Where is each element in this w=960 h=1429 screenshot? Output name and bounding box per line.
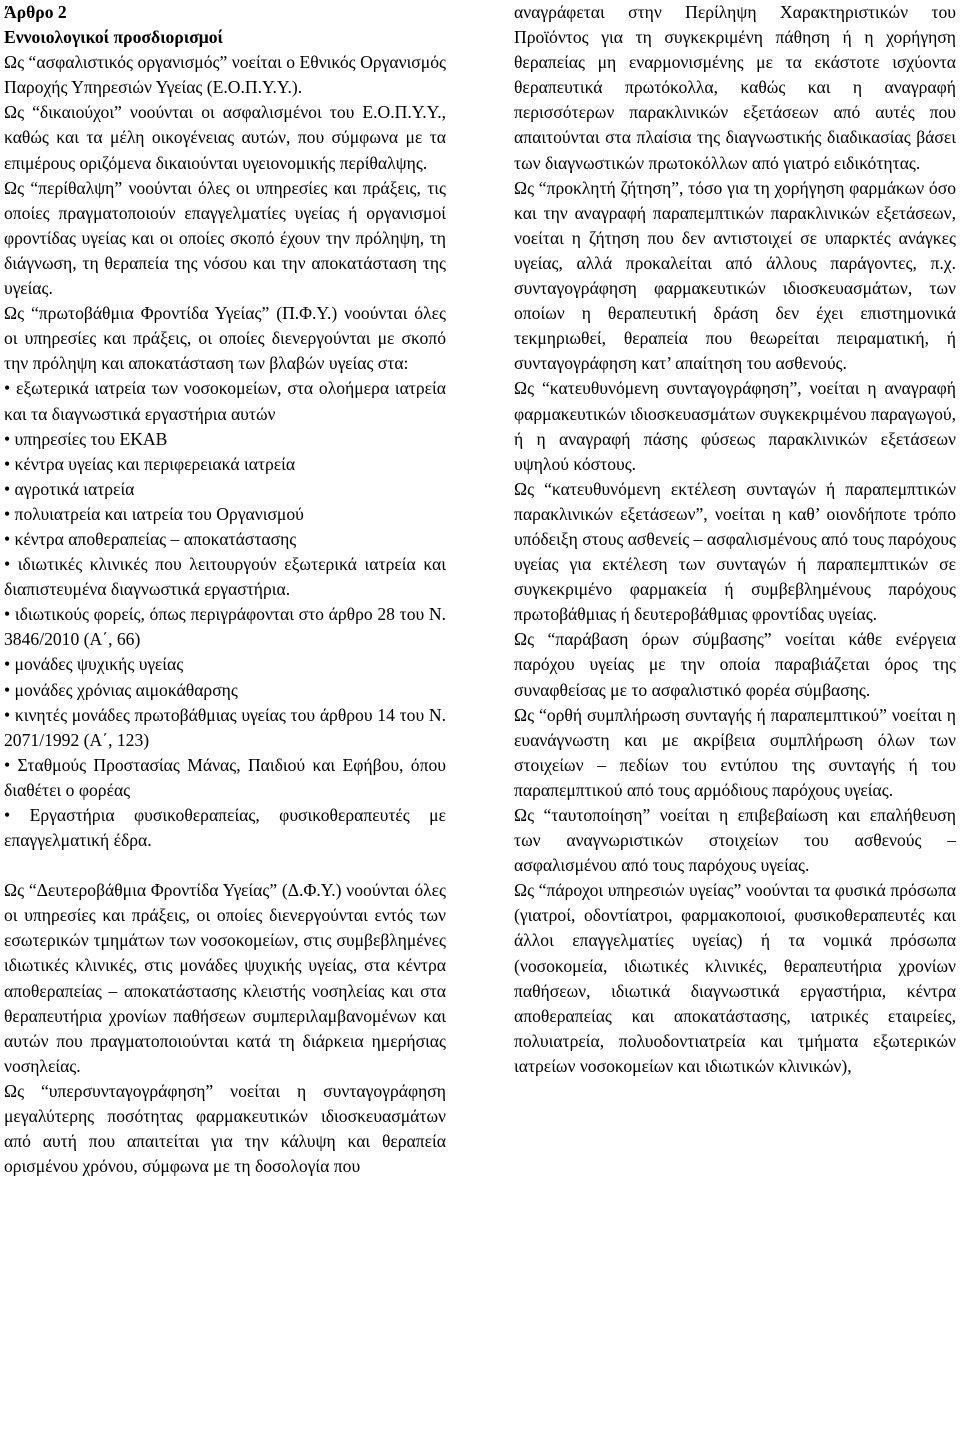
paragraph-induced-demand: Ως “προκλητή ζήτηση”, τόσο για τη χορήγηση φαρμάκων όσο και την αναγραφή παραπεμπτικών παρακλινικών εξετάσεων, νοείται η ζήτηση που δεν αντιστοιχεί σε υπαρκτές ανάγκες υγείας, αλλά προκαλείται από άλλους παράγοντες, π.χ. συνταγογράφηση φαρμακευτικών ιδιοσκευασμάτων, των οποίων η θεραπευτική δράση δεν έχει επιστημονικά τεκμηριωθεί, θεραπεία που θεωρείται πειραματική, ή συνταγογράφηση κατ’ απαίτηση του ασθενούς.: [514, 177, 956, 374]
paragraph-directed-execution: Ως “κατευθυνόμενη εκτέλεση συνταγών ή παραπεμπτικών παρακλινικών εξετάσεων”, νοείται η καθ’ οιονδήποτε τρόπο υπόδειξη στους ασθενείς – ασφαλισμένους από τους παρόχους υγείας για εκτέλεση των συνταγών ή παραπεμπτικών σε συγκεκριμένο φαρμακεία ή συμβεβλημένους παρόχους πρωτοβάθμιας ή δευτεροβάθμιας φροντίδας υγείας.: [514, 478, 956, 625]
list-item: • υπηρεσίες του ΕΚΑΒ: [4, 428, 168, 449]
paragraph-correct-completion: Ως “ορθή συμπλήρωση συνταγής ή παραπεμπτικού” νοείται η ευανάγνωστη και με ακρίβεια συμπλήρωση όλων των στοιχείων – πεδίων του εντύπου της συνταγής ή του παραπεμπτικού από τους αρμόδιους παρόχους υγείας.: [514, 704, 956, 800]
list-item: • αγροτικά ιατρεία: [4, 478, 135, 499]
paragraph-healthcare-providers: Ως “πάροχοι υπηρεσιών υγείας” νοούνται τα φυσικά πρόσωπα (γιατροί, οδοντίατροι, φαρμακοποιοί, φυσικοθεραπευτές και άλλοι επαγγελματίες υγείας) ή τα νομικά πρόσωπα (νοσοκομεία, ιδιωτικές κλινικές, θεραπευτήρια χρονίων παθήσεων, ιδιωτικά διαγνωστικά εργαστήρια, κέντρα αποθεραπείας και αποκατάστασης, ιατρικές εταιρείες, πολυιατρεία, πολυοδοντιατρεία και τμήματα εξωτερικών ιατρείων νοσοκομείων και ιδιωτικών κλινικών),: [514, 880, 956, 1076]
paragraph-primary-care: Ως “πρωτοβάθμια Φροντίδα Υγείας” (Π.Φ.Υ.) νοούνται όλες οι υπηρεσίες και πράξεις, οι οποίες διενεργούνται με σκοπό την πρόληψη και αποκατάσταση των βλαβών υγείας στα:: [4, 303, 446, 374]
list-item: • κέντρα αποθεραπείας – αποκατάστασης: [4, 528, 297, 549]
list-item: • μονάδες ψυχικής υγείας: [4, 654, 184, 675]
paragraph-spacer: [4, 853, 446, 878]
primary-care-bullet-list: [4, 376, 446, 853]
list-item: • ιδιωτικές κλινικές που λειτουργούν εξωτερικά ιατρεία και διαπιστευμένα διαγνωστικά εργαστήρια.: [4, 554, 446, 600]
paragraph-overprescription-continued: αναγράφεται στην Περίληψη Χαρακτηριστικών του Προϊόντος για τη συγκεκριμένη πάθηση ή η χορήγηση θεραπείας μη εναρμονισμένης με τα εκάστοτε ισχύοντα θεραπευτικά πρωτόκολλα, καθώς και η αναγραφή περισσότερων παρακλινικών εξετάσεων από αυτές που απαιτούνται στα πλαίσια της διαγνωστικής διαδικασίας βάσει των διαγνωστικών πρωτοκόλλων από γιατρό ειδικότητας.: [514, 2, 956, 173]
article-number: Άρθρο 2: [4, 2, 67, 22]
paragraph-insurance-organization: Ως “ασφαλιστικός οργανισμός” νοείται ο Εθνικός Οργανισμός Παροχής Υπηρεσιών Υγείας (Ε.Ο.Π.Υ.Υ.).: [4, 52, 446, 98]
paragraph-breach-of-contract: Ως “παράβαση όρων σύμβασης” νοείται κάθε ενέργεια παρόχου υγείας με την οποία παραβιάζεται όρος της συναφθείσας με το ασφαλιστικό φορέα σύμβασης.: [514, 629, 956, 700]
right-column: [514, 0, 956, 1079]
list-item: • κινητές μονάδες πρωτοβάθμιας υγείας του άρθρου 14 του Ν. 2071/1992 (Α΄, 123): [4, 704, 446, 750]
list-item: • μονάδες χρόνιας αιμοκάθαρσης: [4, 679, 238, 700]
paragraph-overprescription: Ως “υπερσυνταγογράφηση” νοείται η συνταγογράφηση μεγαλύτερης ποσότητας φαρμακευτικών ιδιοσκευασμάτων από αυτή που απαιτείται για την κάλυψη και θεραπεία ορισμένου χρόνου, σύμφωνα με τη δοσολογία που: [4, 1080, 446, 1177]
list-item: • πολυιατρεία και ιατρεία του Οργανισμού: [4, 503, 304, 524]
paragraph-secondary-care: Ως “Δευτεροβάθμια Φροντίδα Υγείας” (Δ.Φ.Υ.) νοούνται όλες οι υπηρεσίες και πράξεις, οι οποίες διενεργούνται εντός των εσωτερικών τμημάτων των νοσοκομείων, στις συμβεβλημένες ιδιωτικές κλινικές, στις μονάδες ψυχικής υγείας, στα κέντρα αποθεραπείας – αποκατάστασης κλειστής νοσηλείας και στα θεραπευτήρια χρονίων παθήσεων συμπεριλαμβανομένων και αυτών που πραγματοποιούνται κατά τη διάρκεια ημερήσιας νοσηλείας.: [4, 880, 446, 1076]
article-title: Εννοιολογικοί προσδιορισμοί: [4, 27, 224, 48]
list-item: • ιδιωτικούς φορείς, όπως περιγράφονται στο άρθρο 28 του Ν. 3846/2010 (Α΄, 66): [4, 604, 446, 650]
paragraph-healthcare: Ως “περίθαλψη” νοούνται όλες οι υπηρεσίες και πράξεις, τις οποίες πραγματοποιούν επαγγελματίες υγείας ή οργανισμοί φροντίδας υγείας και οι οποίες σκοπό έχουν την πρόληψη, τη διάγνωση, τη θεραπεία της νόσου και την αποκατάσταση της υγείας.: [4, 177, 446, 299]
paragraph-identification: Ως “ταυτοποίηση” νοείται η επιβεβαίωση και επαλήθευση των αναγνωριστικών στοιχείων του ασθενούς – ασφαλισμένου από τους παρόχους υγείας.: [514, 805, 956, 876]
list-item: • Σταθμούς Προστασίας Μάνας, Παιδιού και Εφήβου, όπου διαθέτει ο φορέας: [4, 754, 446, 800]
paragraph-directed-prescription: Ως “κατευθυνόμενη συνταγογράφηση”, νοείται η αναγραφή φαρμακευτικών ιδιοσκευασμάτων συγκεκριμένου παραγωγού, ή η αναγραφή πάσης φύσεως παρακλινικών εξετάσεων υψηλού κόστους.: [514, 378, 956, 474]
list-item: • κέντρα υγείας και περιφερειακά ιατρεία: [4, 453, 296, 474]
list-item: • Εργαστήρια φυσικοθεραπείας, φυσικοθεραπευτές με επαγγελματική έδρα.: [4, 805, 446, 851]
list-item: • εξωτερικά ιατρεία των νοσοκομείων, στα ολοήμερα ιατρεία και τα διαγνωστικά εργαστήρια αυτών: [4, 378, 446, 424]
left-column: [4, 0, 446, 1179]
paragraph-beneficiaries: Ως “δικαιούχοι” νοούνται οι ασφαλισμένοι του Ε.Ο.Π.Υ.Υ., καθώς και τα μέλη οικογένειας αυτών, που σύμφωνα με τα επιμέρους οριζόμενα δικαιούνται υγειονομικής περίθαλψης.: [4, 102, 446, 173]
